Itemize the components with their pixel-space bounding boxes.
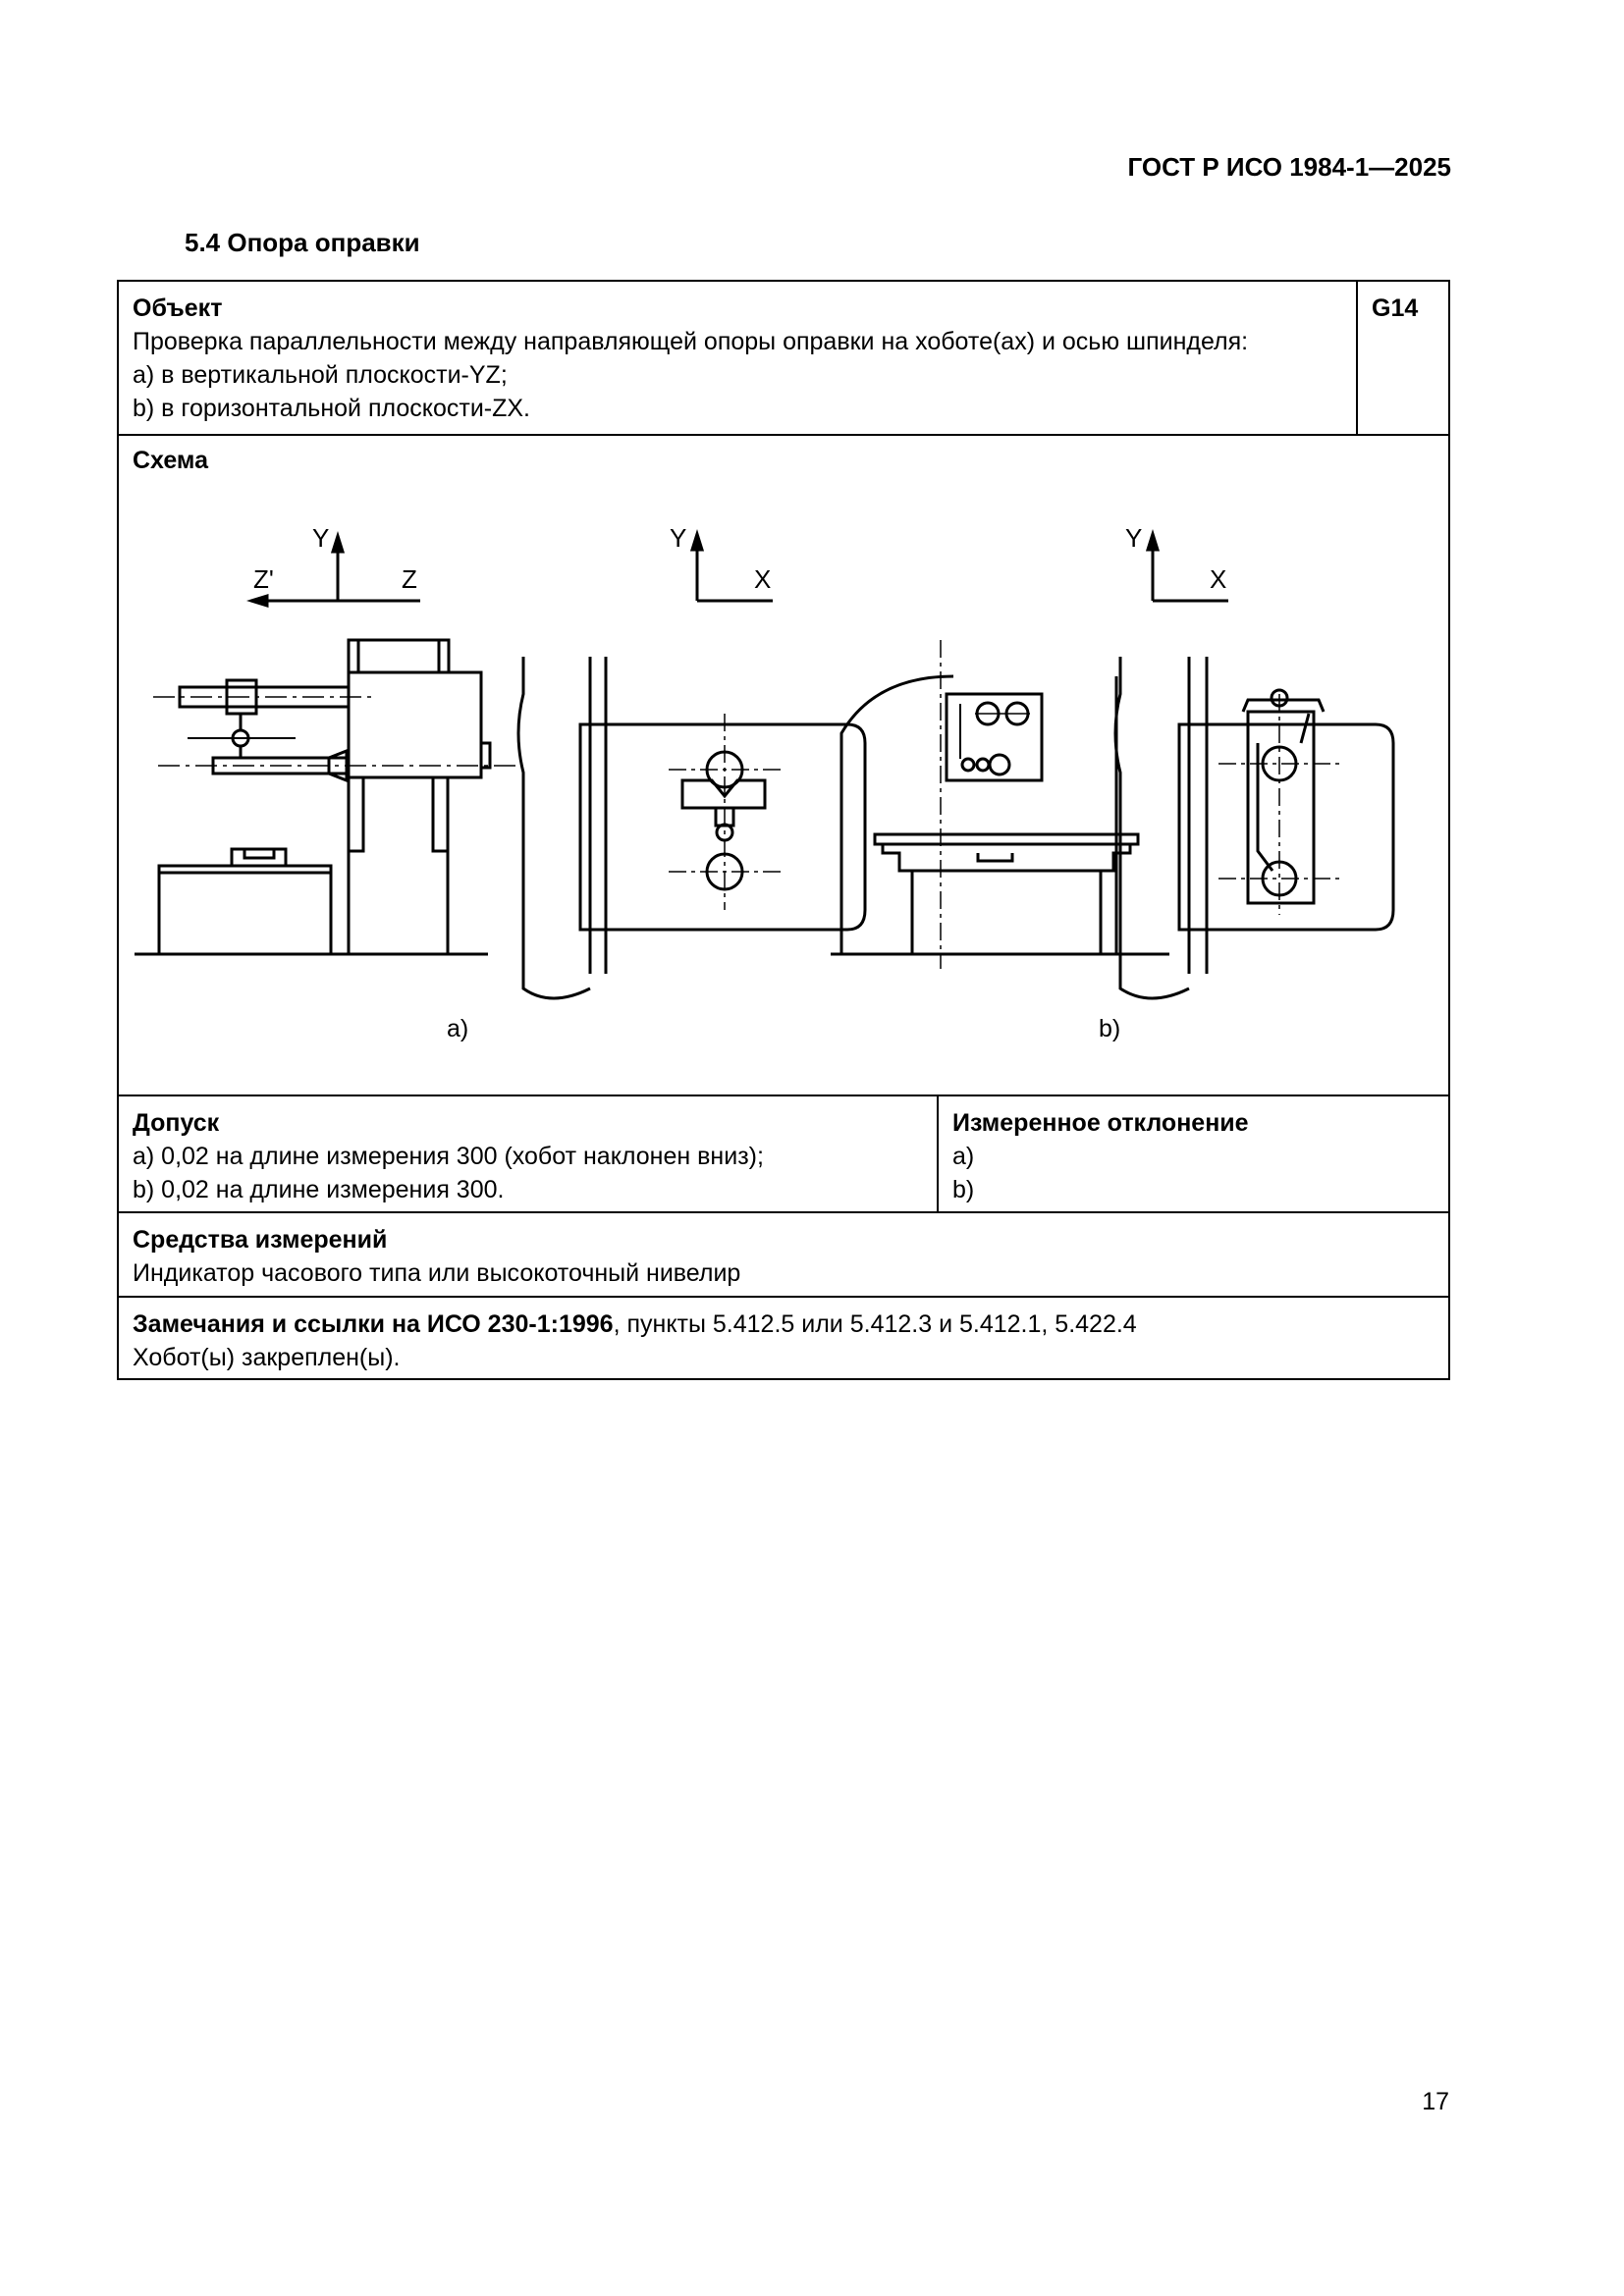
axes-b [1125,523,1228,601]
remarks-heading: Замечания и ссылки на ИСО 230-1:1996 [133,1310,614,1338]
overarm-front-view-b [1115,657,1393,998]
axes-a [251,523,420,606]
axis-label-y: Y [312,523,330,553]
axes-a2 [670,523,773,601]
remarks-text: Хобот(ы) закреплен(ы). [133,1344,401,1371]
check-code: G14 [1372,294,1419,322]
machine-side-view-a [135,640,516,954]
schema-heading: Схема [133,447,208,474]
measured-cell [939,1096,1448,1211]
section-title: 5.4 Опора оправки [185,228,420,257]
measured-line: b) [952,1176,975,1203]
axis-label-y: Y [1125,523,1143,553]
instruments-heading: Средства измерений [133,1226,388,1254]
measured-line: а) [952,1143,975,1170]
document-header: ГОСТ Р ИСО 1984-1—2025 [1127,152,1451,182]
check-table [117,280,1450,1380]
axis-label-z-prime: Z' [253,564,274,594]
tolerance-heading: Допуск [133,1109,220,1137]
tolerance-line: b) 0,02 на длине измерения 300. [133,1176,505,1203]
remarks-cell [119,1298,1448,1380]
object-line: b) в горизонтальной плоскости-ZX. [133,395,531,422]
axis-label-x: X [1210,564,1227,594]
object-line: Проверка параллельности между направляющей опоры оправки на хоботе(ах) и осью шпинделя: [133,328,1249,355]
object-heading: Объект [133,294,223,322]
tolerance-cell [119,1096,937,1211]
measured-heading: Измеренное отклонение [952,1109,1249,1137]
instruments-text: Индикатор часового типа или высокоточный нивелир [133,1259,741,1287]
page-number: 17 [1422,2088,1449,2115]
machine-side-view-b [831,640,1169,969]
schema-caption-b: b) [1099,1015,1121,1042]
instruments-cell [119,1213,1448,1296]
axis-label-x: X [754,564,772,594]
remarks-references: , пункты 5.412.5 или 5.412.3 и 5.412.1, 5.422.4 [613,1310,1137,1338]
axis-label-y: Y [670,523,687,553]
object-line: а) в вертикальной плоскости-YZ; [133,361,508,389]
tolerance-line: а) 0,02 на длине измерения 300 (хобот наклонен вниз); [133,1143,764,1170]
overarm-front-view-a [518,657,865,998]
schema-caption-a: a) [447,1015,469,1042]
axis-label-z: Z [402,564,417,594]
